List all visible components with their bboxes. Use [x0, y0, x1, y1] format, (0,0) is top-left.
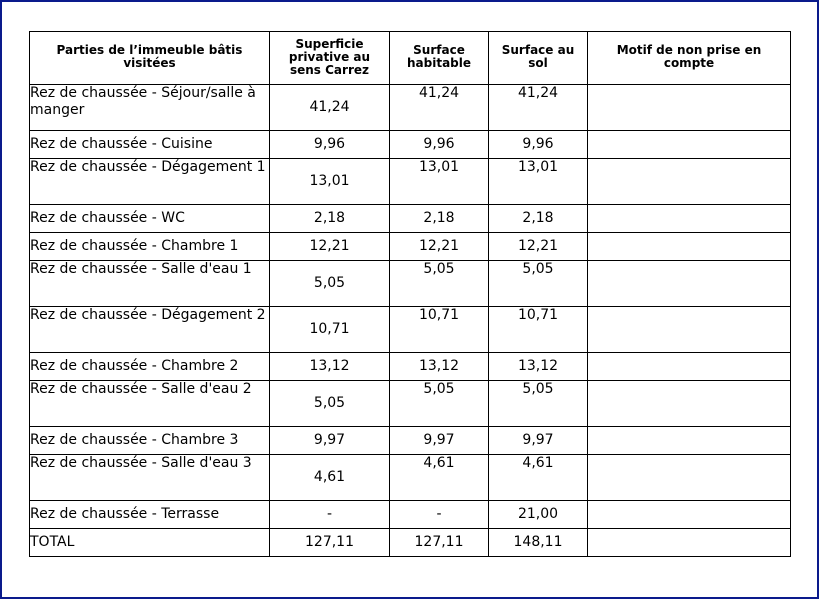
row-carrez: 10,71	[270, 307, 390, 353]
table-row	[30, 261, 791, 307]
row-habitable: 5,05	[390, 261, 489, 307]
surfaces-table	[29, 31, 791, 557]
row-sol: 10,71	[489, 307, 588, 353]
table-row	[30, 307, 791, 353]
row-sol: 13,01	[489, 159, 588, 205]
total-motif	[588, 529, 791, 557]
row-label: Rez de chaussée - Chambre 2	[30, 353, 270, 381]
header-sol: Surface au sol	[489, 32, 588, 85]
row-sol: 5,05	[489, 381, 588, 427]
row-habitable: 2,18	[390, 205, 489, 233]
row-carrez: 9,97	[270, 427, 390, 455]
row-carrez: 13,01	[270, 159, 390, 205]
row-carrez: -	[270, 501, 390, 529]
row-sol: 41,24	[489, 85, 588, 131]
row-motif	[588, 353, 791, 381]
total-label: TOTAL	[30, 529, 270, 557]
table-header-row	[30, 32, 791, 85]
row-motif	[588, 159, 791, 205]
header-parties: Parties de l’immeuble bâtis visitées	[30, 32, 270, 85]
row-label: Rez de chaussée - Cuisine	[30, 131, 270, 159]
table-row	[30, 427, 791, 455]
row-sol: 21,00	[489, 501, 588, 529]
row-motif	[588, 381, 791, 427]
row-motif	[588, 427, 791, 455]
row-label: Rez de chaussée - Terrasse	[30, 501, 270, 529]
row-sol: 12,21	[489, 233, 588, 261]
row-motif	[588, 85, 791, 131]
row-habitable: 41,24	[390, 85, 489, 131]
row-motif	[588, 261, 791, 307]
row-label: Rez de chaussée - Chambre 1	[30, 233, 270, 261]
row-carrez: 2,18	[270, 205, 390, 233]
row-motif	[588, 501, 791, 529]
total-sol: 148,11	[489, 529, 588, 557]
row-sol: 4,61	[489, 455, 588, 501]
row-label: Rez de chaussée - Dégagement 1	[30, 159, 270, 205]
row-carrez: 5,05	[270, 381, 390, 427]
header-habitable: Surface habitable	[390, 32, 489, 85]
row-carrez: 5,05	[270, 261, 390, 307]
table-row	[30, 455, 791, 501]
row-habitable: 5,05	[390, 381, 489, 427]
row-label: Rez de chaussée - WC	[30, 205, 270, 233]
row-habitable: 10,71	[390, 307, 489, 353]
row-habitable: 12,21	[390, 233, 489, 261]
row-sol: 9,96	[489, 131, 588, 159]
table-row	[30, 233, 791, 261]
table-row	[30, 353, 791, 381]
row-habitable: 4,61	[390, 455, 489, 501]
table-row	[30, 159, 791, 205]
row-label: Rez de chaussée - Dégagement 2	[30, 307, 270, 353]
table-row	[30, 501, 791, 529]
row-label: Rez de chaussée - Salle d'eau 1	[30, 261, 270, 307]
row-sol: 9,97	[489, 427, 588, 455]
row-label: Rez de chaussée - Salle d'eau 2	[30, 381, 270, 427]
table-row	[30, 205, 791, 233]
row-motif	[588, 131, 791, 159]
row-label: Rez de chaussée - Chambre 3	[30, 427, 270, 455]
row-motif	[588, 455, 791, 501]
row-label: Rez de chaussée - Séjour/salle à manger	[30, 85, 270, 131]
table-row	[30, 131, 791, 159]
row-habitable: -	[390, 501, 489, 529]
total-carrez: 127,11	[270, 529, 390, 557]
row-sol: 13,12	[489, 353, 588, 381]
row-carrez: 12,21	[270, 233, 390, 261]
table-row	[30, 381, 791, 427]
row-habitable: 9,97	[390, 427, 489, 455]
row-sol: 5,05	[489, 261, 588, 307]
row-habitable: 13,12	[390, 353, 489, 381]
row-carrez: 4,61	[270, 455, 390, 501]
row-carrez: 9,96	[270, 131, 390, 159]
row-label: Rez de chaussée - Salle d'eau 3	[30, 455, 270, 501]
header-carrez: Superficie privative au sens Carrez	[270, 32, 390, 85]
table-row	[30, 85, 791, 131]
row-habitable: 13,01	[390, 159, 489, 205]
row-sol: 2,18	[489, 205, 588, 233]
header-motif: Motif de non prise en compte	[588, 32, 791, 85]
row-motif	[588, 205, 791, 233]
row-carrez: 41,24	[270, 85, 390, 131]
row-carrez: 13,12	[270, 353, 390, 381]
row-motif	[588, 307, 791, 353]
row-habitable: 9,96	[390, 131, 489, 159]
total-row	[30, 529, 791, 557]
total-habitable: 127,11	[390, 529, 489, 557]
row-motif	[588, 233, 791, 261]
